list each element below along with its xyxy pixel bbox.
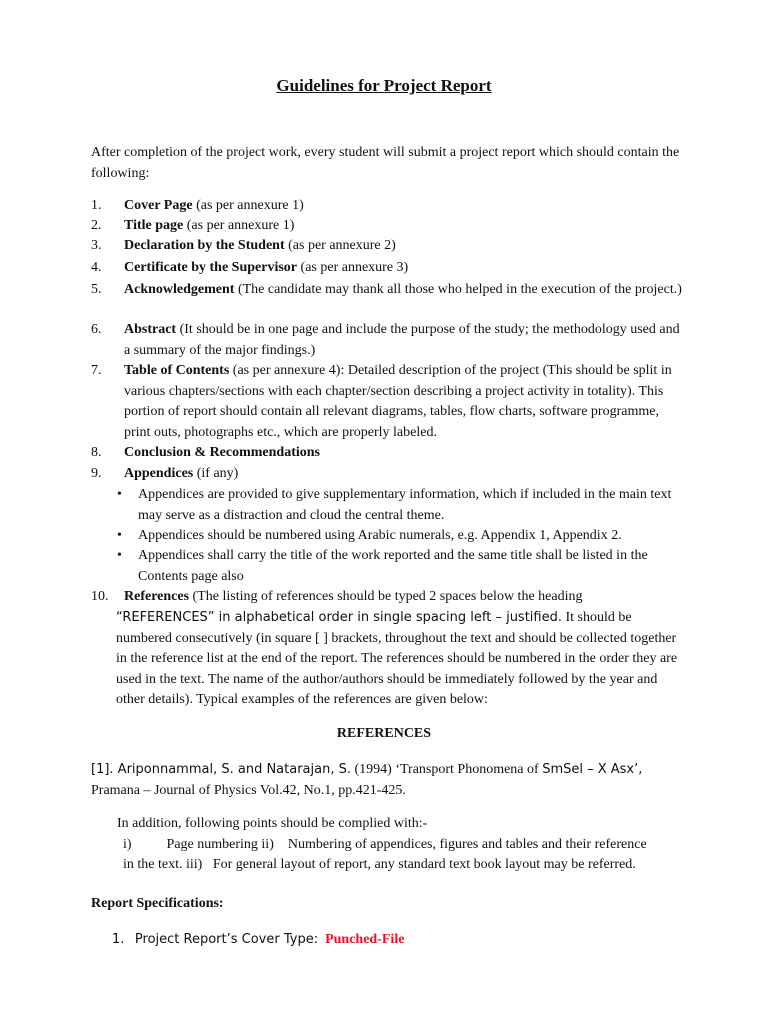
reference-formula: SmSel – X Asx’, [542,762,643,777]
item-text: (if any) [193,466,239,481]
bullet-icon: • [117,548,122,563]
list-item [124,320,684,361]
item-number: 1. [91,198,102,213]
spec-item-number: 1. [112,932,125,947]
list-item [124,280,684,301]
list-item [124,196,684,217]
item-text: (as per annexure 4): Detailed description of the project (This should be split in various chapters/sections with each chapter/section describing a project activity in totality). This portion of report should contain all relevant diagrams, tables, flow charts, software programme, print outs, photographs etc., which are properly labeled. [124,363,672,440]
item-text: (as per annexure 1) [192,198,304,213]
intro-paragraph: After completion of the project work, every student will submit a project report which should contain the following: [91,145,680,181]
item-heading: Acknowledgement [124,282,235,297]
item-number: 3. [91,238,102,253]
reference-authors: [1]. Ariponnammal, S. and Natarajan, S. [91,762,351,777]
reference-journal: Pramana – Journal of Physics Vol.42, No.1, pp.421-425. [91,782,406,798]
item-heading: Abstract [124,322,177,337]
list-item [124,443,684,464]
references-description [116,608,686,711]
list-item [124,464,684,485]
appendix-bullet-text: Appendices shall carry the title of the work reported and the same title shall be listed in the Contents page also [138,548,648,584]
spec-item-label: Project Report’s Cover Type: [134,932,319,947]
additional-points [117,814,657,876]
list-item [124,587,684,608]
item-heading: Table of Contents [124,363,230,378]
spec-item-value: Punched-File [325,932,405,947]
item-number: 7. [91,363,102,378]
item-text: (It should be in one page and include the purpose of the study; the methodology used and a summary of the major findings.) [124,322,680,358]
reference-title: (1994) ‘Transport Phonomena of [351,762,543,777]
item-heading: Conclusion & Recommendations [124,445,321,460]
document-title: Guidelines for Project Report [276,76,492,95]
list-item [124,258,684,279]
item-text: (as per annexure 1) [183,218,295,233]
references-quote-text: “REFERENCES” in alphabetical order in single spacing left – justified. [116,610,562,625]
item-number: 8. [91,445,102,460]
appendix-bullet-text: Appendices should be numbered using Arabic numerals, e.g. Appendix 1, Appendix 2. [138,528,622,543]
additional-intro: In addition, following points should be complied with:- [117,816,428,831]
appendix-bullet-text: Appendices are provided to give supplementary information, which if included in the main text may serve as a distraction and cloud the central theme. [138,487,672,523]
references-description-text: It should be numbered consecutively (in square [ ] brackets, throughout the text and should be collected together in the reference list at the end of the report. The references should be numbered in the order they are used in the text. The name of the author/authors should be immediately followed by the year and other details). Typical examples of the references are given below: [116,610,678,707]
item-text: (The listing of references should be typed 2 spaces below the heading [189,589,583,604]
item-heading: Certificate by the Supervisor [124,260,298,275]
reference-entry [91,760,691,801]
item-number: 5. [91,282,102,297]
item-number: 2. [91,218,102,233]
item-text: (as per annexure 2) [284,238,396,253]
item-number: 6. [91,322,102,337]
references-heading: REFERENCES [336,726,432,741]
item-heading: Declaration by the Student [124,238,285,253]
item-heading: Appendices [124,466,194,481]
item-text: (The candidate may thank all those who helped in the execution of the project.) [234,282,682,297]
spec-item [112,930,404,951]
additional-points-text: i) Page numbering ii) Numbering of appendices, figures and tables and their reference in the text. iii) For general layout of report, any standard text book layout may be referred. [123,836,651,872]
list-item [124,216,684,237]
bullet-icon: • [117,528,122,543]
item-number: 4. [91,260,102,275]
item-number: 10. [91,589,109,604]
list-item [124,361,684,443]
item-heading: Cover Page [124,198,193,213]
item-text: (as per annexure 3) [297,260,409,275]
item-number: 9. [91,466,102,481]
list-item [124,236,684,257]
item-heading: Title page [124,218,184,233]
item-heading: References [124,589,190,604]
report-specifications-heading: Report Specifications: [91,896,224,911]
bullet-icon: • [117,487,122,502]
